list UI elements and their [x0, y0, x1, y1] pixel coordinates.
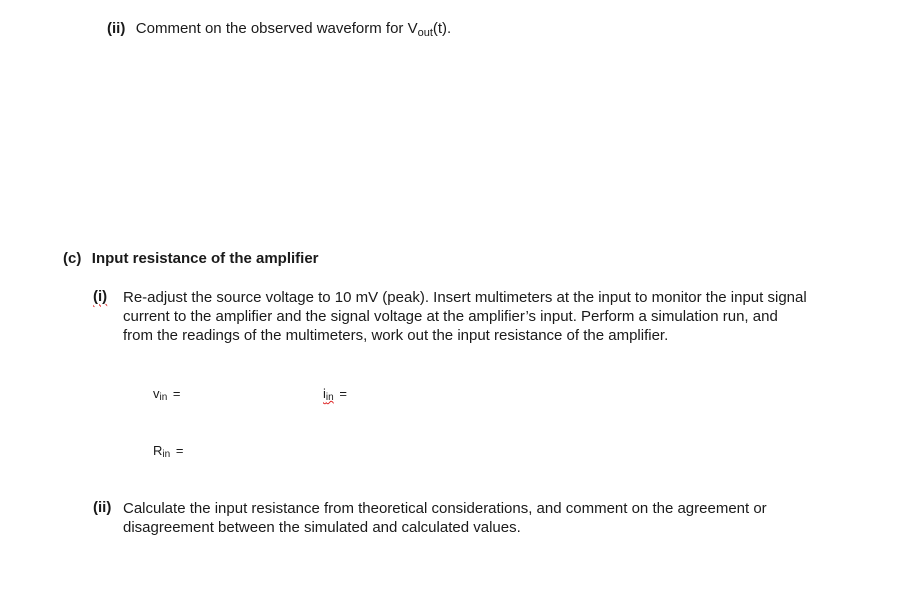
paragraph-line: from the readings of the multimeters, work out the input resistance of the amplifier. [123, 327, 669, 344]
vin-symbol: v [153, 386, 160, 401]
question-c-i-text [123, 288, 807, 345]
paragraph-line: disagreement between the simulated and calculated values. [123, 519, 521, 536]
question-c-i-label [93, 288, 107, 305]
rin-field [153, 443, 183, 458]
iin-symbol: i [323, 386, 326, 401]
rin-equals: = [175, 443, 184, 458]
question-text-main: Comment on the observed waveform for V [135, 20, 418, 37]
question-c-ii-text [123, 499, 767, 537]
question-c-ii-label [93, 499, 111, 516]
iin-equals: = [339, 386, 347, 401]
section-label: (c) [63, 250, 82, 267]
vout-subscript: out [417, 27, 433, 39]
paragraph-line: current to the amplifier and the signal voltage at the amplifier’s input. Perform a simulation run, and [123, 308, 778, 325]
section-heading-c [63, 250, 319, 268]
vin-subscript: in [159, 392, 168, 403]
paragraph-line: Re-adjust the source voltage to 10 mV (peak). Insert multimeters at the input to monitor the input signal [123, 289, 807, 306]
iin-subscript: in [325, 392, 334, 403]
question-text-end: (t). [432, 20, 452, 37]
question-text [136, 20, 451, 37]
question-label: (i) [93, 288, 108, 305]
question-b-ii [107, 20, 451, 38]
iin-symbol-group [323, 386, 334, 401]
section-title: Input resistance of the amplifier [91, 250, 319, 267]
iin-field [323, 386, 347, 401]
vin-equals: = [172, 386, 181, 401]
rin-subscript: in [162, 449, 171, 460]
question-label: (ii) [93, 499, 112, 516]
paragraph-line: Calculate the input resistance from theoretical considerations, and comment on the agreement or [123, 500, 767, 517]
question-label: (ii) [107, 20, 126, 37]
rin-symbol: R [153, 443, 163, 458]
vin-field [153, 386, 181, 401]
